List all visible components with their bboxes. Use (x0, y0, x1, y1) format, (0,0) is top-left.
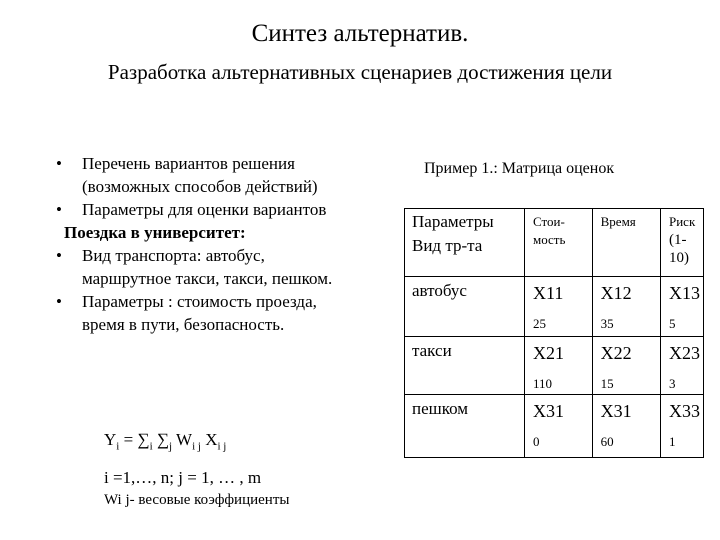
header-corner-cell (404, 208, 524, 276)
bullet-item (52, 290, 392, 336)
table-cell: X31 0 (524, 394, 592, 458)
table-row (404, 336, 704, 394)
param-label: Параметры (412, 212, 494, 231)
kind-label: Вид тр-та (412, 236, 483, 255)
table-cell: X23 3 (661, 336, 705, 394)
bullet-text: (возможных способов действий) (82, 177, 318, 196)
bullet-text: Перечень вариантов решения (82, 154, 295, 173)
bullet-item (52, 152, 392, 198)
table-cell: X13 5 (661, 276, 705, 336)
bullet-item (52, 244, 392, 290)
example-title: Пример 1.: Матрица оценок (424, 160, 615, 177)
bullet-text: маршрутное такси, такси, пешком. (82, 269, 333, 288)
bold-heading: Поездка в университет: (64, 223, 246, 242)
bullet-item (52, 198, 392, 221)
table-cell: X21 110 (524, 336, 592, 394)
bullet-dot: • (56, 292, 62, 311)
header-risk: Риск (1-10) (661, 208, 705, 276)
sum-formula: $Y_i = \sum_i$ $\sum_j$ $W_{i j}$ $X_{i j}$ (104, 430, 227, 453)
bullet-dot: • (56, 154, 62, 173)
bullet-list (52, 152, 392, 336)
table-cell: X33 1 (661, 394, 705, 458)
bullet-text: Параметры для оценки вариантов (82, 200, 327, 219)
row-label: автобус (404, 276, 524, 336)
index-range: i =1,…, n; j = 1, … , m (104, 468, 262, 487)
row-label: такси (404, 336, 524, 394)
table-cell: X31 60 (592, 394, 660, 458)
bullet-dot: • (56, 200, 62, 219)
row-label: пешком (404, 394, 524, 458)
weights-note: Wi j- весовые коэффициенты (104, 492, 290, 508)
header-time: Время (592, 208, 660, 276)
table-row (404, 276, 704, 336)
table-cell: X11 25 (524, 276, 592, 336)
bullet-text: время в пути, безопасность. (82, 315, 285, 334)
slide-title: Синтез альтернатив. (251, 20, 469, 47)
bullet-dot: • (56, 246, 62, 265)
slide-subtitle: Разработка альтернативных сценариев достижения цели (107, 60, 613, 84)
bullet-text: Вид транспорта: автобус, (82, 246, 265, 265)
table-cell: X12 35 (592, 276, 660, 336)
table-cell: X22 15 (592, 336, 660, 394)
table-row (404, 394, 704, 458)
bullet-text: Параметры : стоимость проезда, (82, 292, 317, 311)
header-cost: Стои- мость (524, 208, 592, 276)
table-header-row (404, 208, 704, 276)
evaluation-matrix (404, 208, 704, 458)
